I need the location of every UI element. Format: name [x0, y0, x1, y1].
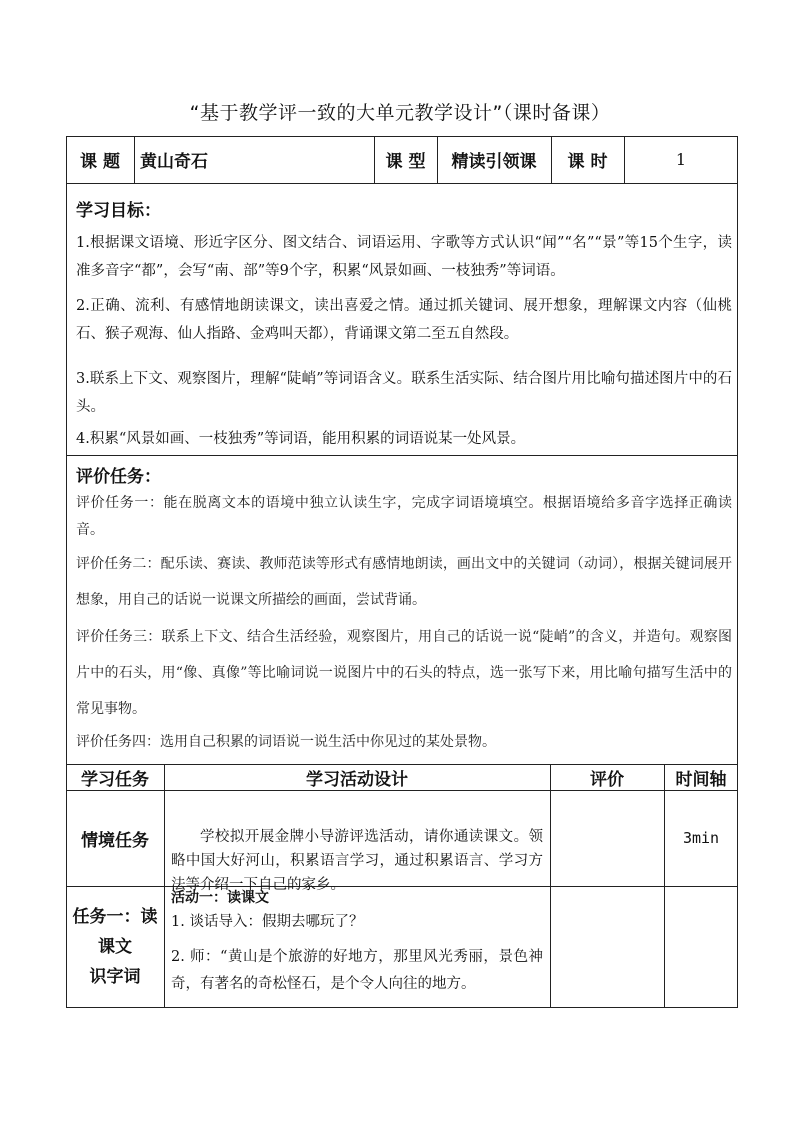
page-title: “基于教学评一致的大单元教学设计”（课时备课）	[189, 102, 611, 124]
row-task: 情境任务	[81, 830, 149, 851]
column-header-evaluation: 评价	[590, 769, 624, 790]
divider	[550, 764, 551, 1008]
objective-item: 3.联系上下文、观察图片，理解“陡峭”等词语含义。联系生活实际、结合图片用比喻句描述图片中的石头。	[76, 371, 732, 415]
evaluation-title: 评价任务：	[76, 467, 161, 487]
divider	[66, 183, 738, 184]
divider	[164, 764, 165, 1008]
type-label: 课 型	[385, 152, 426, 172]
column-header-task: 学习任务	[81, 769, 149, 790]
row-task-line: 课文	[98, 937, 132, 957]
lesson-value: 黄山奇石	[140, 152, 208, 172]
activity-line: 2. 师：“黄山是个旅游的好地方，那里风光秀丽，景色神奇，有著名的奇松怪石，是个令人向往的地方。	[171, 949, 543, 992]
objective-item: 1.根据课文语境、形近字区分、图文结合、词语运用、字歌等方式认识“闻”“名”“景”等15个生字，读准多音字“都”，会写“南、部”等9个字，积累“风景如画、一枝独秀”等词语。	[76, 235, 732, 279]
activity-title: 活动一：读课文	[171, 890, 269, 906]
evaluation-item: 评价任务四：选用自己积累的词语说一说生活中你见过的某处景物。	[76, 734, 496, 750]
objective-item: 4.积累“风景如画、一枝独秀”等词语，能用积累的词语说某一处风景。	[76, 431, 526, 447]
hours-label: 课 时	[567, 152, 608, 172]
objective-item: 2.正确、流利、有感情地朗读课文，读出喜爱之情。通过抓关键词、展开想象，理解课文内容（仙桃石、猴子观海、仙人指路、金鸡叫天都），背诵课文第二至五自然段。	[76, 298, 732, 342]
evaluation-item: 评价任务三：联系上下文、结合生活经验，观察图片，用自己的话说一说“陡峭”的含义，并造句。观察图片中的石头，用“像、真像”等比喻词说一说图片中的石头的特点，选一张写下来，用比喻句描写生活中的常见事物。	[76, 629, 732, 717]
divider	[66, 455, 738, 456]
evaluation-item: 评价任务二：配乐读、赛读、教师范读等形式有感情地朗读，画出文中的关键词（动词），根据关键词展开想象，用自己的话说一说课文所描绘的画面，尝试背诵。	[76, 556, 732, 608]
hours-value: 1	[675, 150, 687, 169]
objectives-title: 学习目标：	[76, 201, 161, 221]
type-value: 精读引领课	[451, 152, 537, 172]
evaluation-item: 评价任务一：能在脱离文本的语境中独立认读生字，完成字词语境填空。根据语境给多音字选择正确读音。	[76, 495, 732, 538]
row-task-line: 识字词	[89, 967, 141, 987]
row-task	[66, 886, 164, 1008]
row-design: 学校拟开展金牌小导游评选活动，请你通读课文。领略中国大好河山，积累语言学习，通过积累语言、学习方法等介绍一下自己的家乡。	[171, 829, 543, 893]
column-header-time: 时间轴	[675, 769, 727, 790]
lesson-label: 课 题	[80, 152, 120, 172]
row-time: 3min	[682, 829, 720, 847]
column-header-design: 学习活动设计	[306, 769, 408, 790]
activity-line: 1. 谈话导入：假期去哪玩了？	[171, 914, 364, 930]
divider	[66, 790, 738, 791]
row-task-line: 任务一：读	[72, 907, 158, 927]
